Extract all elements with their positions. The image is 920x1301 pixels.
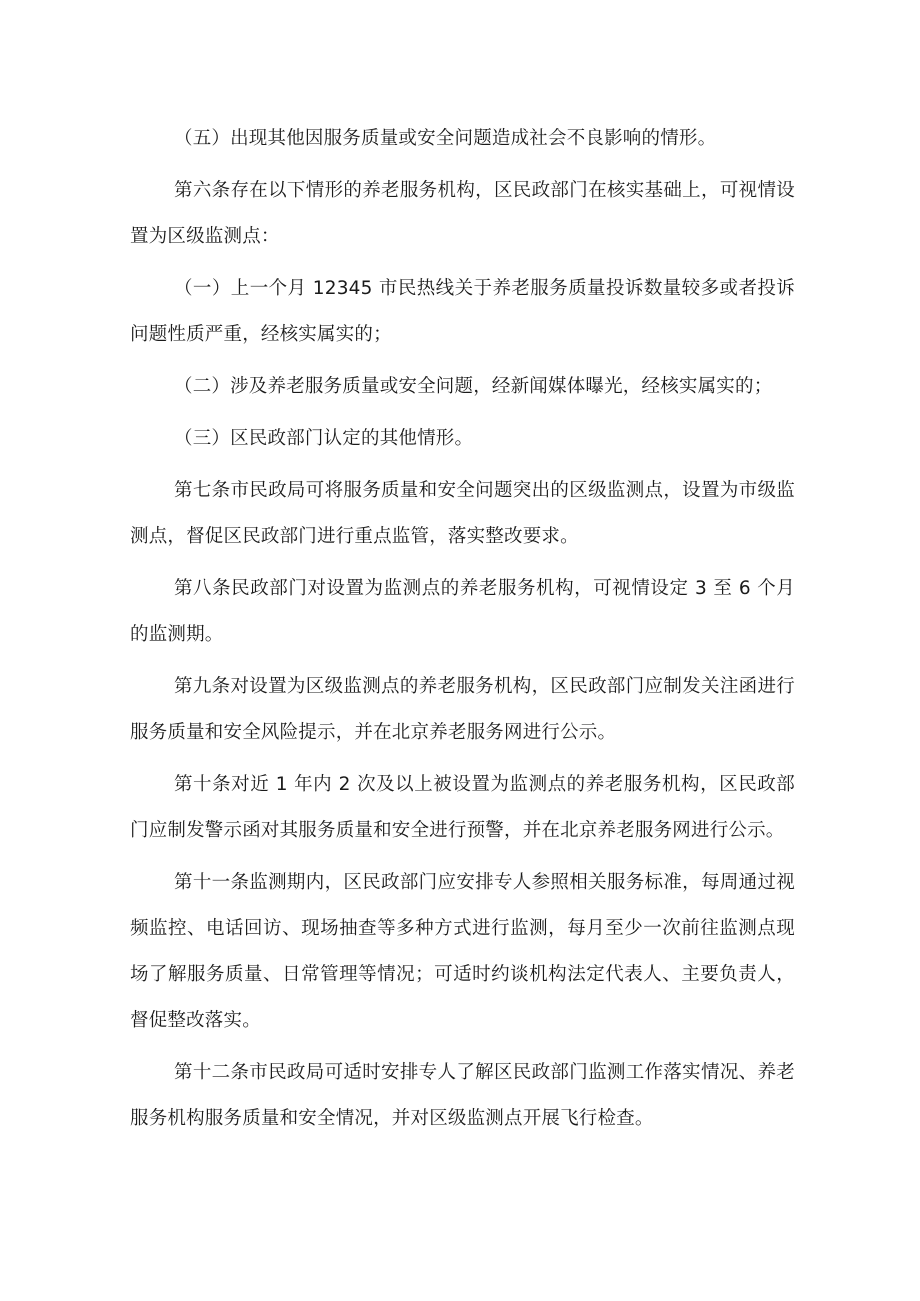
article-12: 第十二条市民政局可适时安排专人了解区民政部门监测工作落实情况、养老服务机构服务质量和安全情况，并对区级监测点开展飞行检查。 (130, 1062, 795, 1129)
article-8: 第八条民政部门对设置为监测点的养老服务机构，可视情设定 3 至 6 个月的监测期。 (130, 578, 795, 645)
article-7: 第七条市民政局可将服务质量和安全问题突出的区级监测点，设置为市级监测点，督促区民政部门进行重点监管，落实整改要求。 (130, 480, 795, 547)
article-6-item-3: （三）区民政部门认定的其他情形。 (174, 428, 474, 449)
article-6: 第六条存在以下情形的养老服务机构，区民政部门在核实基础上，可视情设置为区级监测点： (130, 180, 795, 247)
paragraph-item-5: （五）出现其他因服务质量或安全问题造成社会不良影响的情形。 (174, 128, 717, 149)
article-11: 第十一条监测期内，区民政部门应安排专人参照相关服务标准，每周通过视频监控、电话回访、现场抽查等多种方式进行监测，每月至少一次前往监测点现场了解服务质量、日常管理等情况；可适时约谈机构法定代表人、主要负责人，督促整改落实。 (130, 872, 795, 1031)
article-6-item-1: （一）上一个月 12345 市民热线关于养老服务质量投诉数量较多或者投诉问题性质严重，经核实属实的； (130, 278, 795, 345)
document-body (130, 116, 795, 1142)
article-6-item-2: （二）涉及养老服务质量或安全问题，经新闻媒体曝光，经核实属实的； (174, 376, 773, 397)
article-10: 第十条对近 1 年内 2 次及以上被设置为监测点的养老服务机构，区民政部门应制发警示函对其服务质量和安全进行预警，并在北京养老服务网进行公示。 (130, 774, 795, 841)
article-9: 第九条对设置为区级监测点的养老服务机构，区民政部门应制发关注函进行服务质量和安全风险提示，并在北京养老服务网进行公示。 (130, 676, 795, 743)
